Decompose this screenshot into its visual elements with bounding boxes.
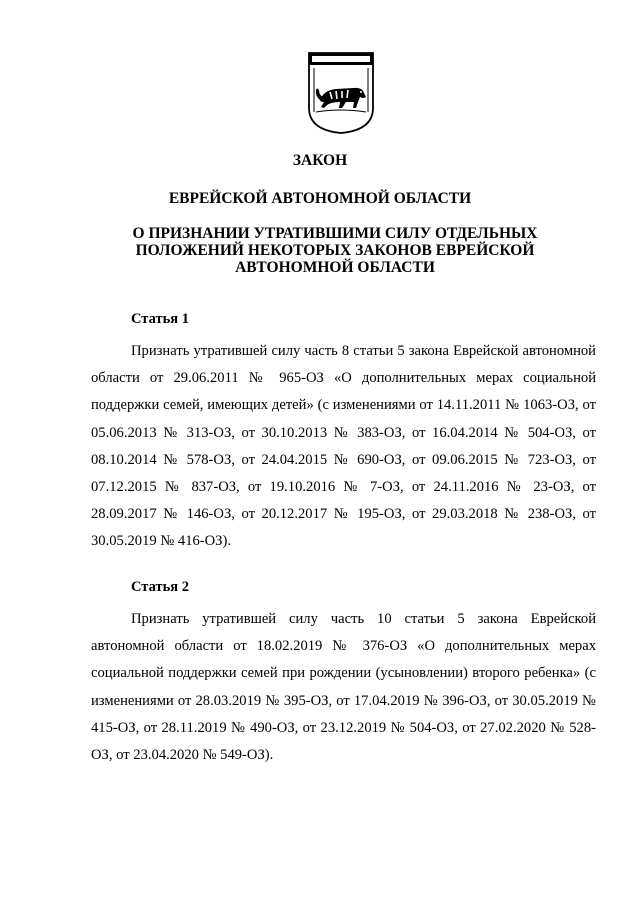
emblem-tiger-icon: [306, 50, 376, 135]
law-title: О ПРИЗНАНИИ УТРАТИВШИМИ СИЛУ ОТДЕЛЬНЫХ ПОЛОЖЕНИЙ НЕКОТОРЫХ ЗАКОНОВ ЕВРЕЙСКОЙ АВТОНОМНОЙ ОБЛАСТИ: [132, 225, 538, 276]
article-1-heading: Статья 1: [131, 311, 189, 327]
article-2-text: Признать утратившей силу часть 10 статьи 5 закона Еврейской автономной области от 18.02.2019 № 376-ОЗ «О дополнительных мерах социальной поддержки семей при рождении (усыновлении) второго ребенка» (с изменениями от 28.03.2019 № 395-ОЗ, от 17.04.2019 № 396-ОЗ, от 30.05.2019 № 415-ОЗ, от 28.11.2019 № 490-ОЗ, от 23.12.2019 № 504-ОЗ, от 27.02.2020 № 528-ОЗ, от 23.04.2020 № 549-ОЗ).: [91, 611, 596, 764]
document-heading: ЗАКОН: [292, 152, 348, 169]
article-1-text: Признать утратившей силу часть 8 статьи 5 закона Еврейской автономной области от 29.06.2011 № 965-ОЗ «О дополнительных мерах социальной поддержки семей, имеющих детей» (с изменениями от 14.11.2011 № 1063-ОЗ, от 05.06.2013 № 313-ОЗ, от 30.10.2013 № 383-ОЗ, от 16.04.2014 № 504-ОЗ, от 08.10.2014 № 578-ОЗ, от 24.04.2015 № 690-ОЗ, от 09.06.2015 № 723-ОЗ, от 07.12.2015 № 837-ОЗ, от 19.10.2016 № 7-ОЗ, от 24.11.2016 № 23-ОЗ, от 28.09.2017 № 146-ОЗ, от 20.12.2017 № 195-ОЗ, от 29.03.2018 № 238-ОЗ, от 30.05.2019 № 416-ОЗ).: [91, 343, 596, 550]
region-name: ЕВРЕЙСКОЙ АВТОНОМНОЙ ОБЛАСТИ: [168, 190, 472, 207]
article-2-heading: Статья 2: [131, 579, 189, 595]
